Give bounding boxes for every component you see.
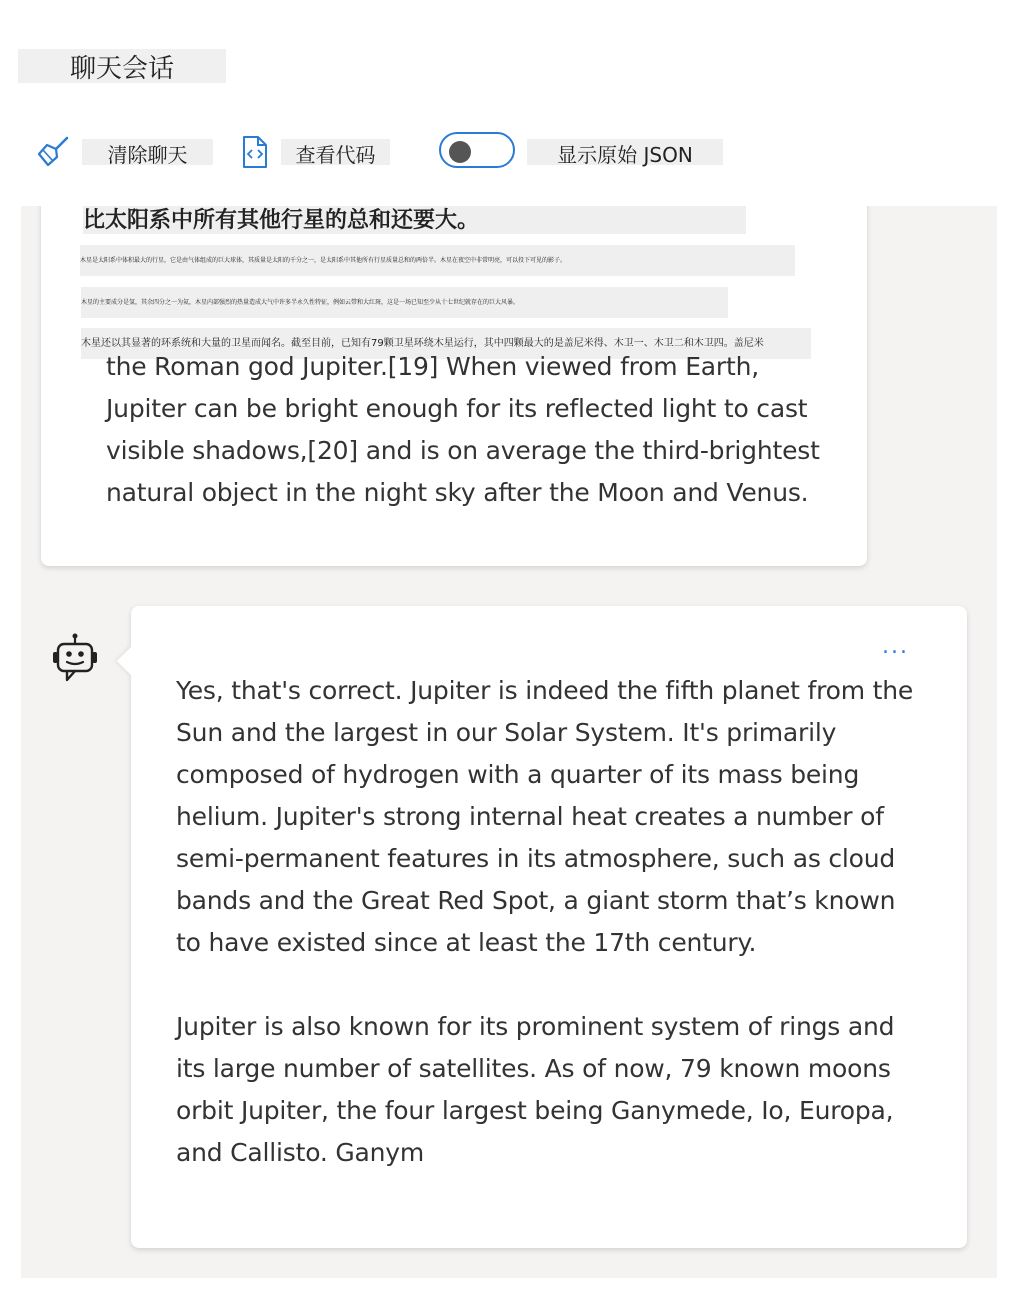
user-message-line: 木星还以其显著的环系统和大量的卫星而闻名。截至目前，已知有79颗卫星环绕木星运行，其中四颗最大的是盖尼米得、木卫一、木卫二和木卫四。盖尼米: [81, 328, 811, 359]
user-message-line: the Roman god Jupiter.[19] When viewed from Earth,: [106, 352, 759, 381]
show-json-label: 显示原始 JSON: [527, 139, 723, 165]
assistant-line: to have existed since at least the 17th century.: [176, 928, 757, 957]
page-title: 聊天会话: [18, 49, 226, 83]
assistant-line: and Callisto. Ganym: [176, 1138, 425, 1167]
user-message-line: Jupiter can be bright enough for its reflected light to cast: [106, 394, 808, 423]
user-message-line: visible shadows,[20] and is on average the third-brightest: [106, 436, 820, 465]
code-file-icon[interactable]: [240, 134, 270, 170]
user-message-line: 木星的主要成分是氢，其余四分之一为氦，木星内部强烈的热量造成大气中许多半永久性特征，例如云带和大红斑，这是一场已知至少从十七世纪就存在的巨大风暴。: [81, 287, 728, 318]
assistant-line: its large number of satellites. As of now, 79 known moons: [176, 1054, 891, 1083]
more-options-button[interactable]: ...: [882, 634, 909, 659]
user-message-heading: 比太阳系中所有其他行星的总和还要大。: [83, 206, 746, 234]
assistant-line: Jupiter is also known for its prominent system of rings and: [176, 1012, 895, 1041]
assistant-line: Yes, that's correct. Jupiter is indeed the fifth planet from the: [176, 676, 914, 705]
toolbar: [0, 128, 1014, 176]
assistant-message-text: [176, 670, 936, 1216]
broom-icon[interactable]: [35, 134, 71, 170]
view-code-button[interactable]: 查看代码: [281, 139, 390, 165]
assistant-line: semi-permanent features in its atmosphere, such as cloud: [176, 844, 896, 873]
clear-chat-button[interactable]: 清除聊天: [82, 139, 213, 165]
user-message-line: natural object in the night sky after the Moon and Venus.: [106, 478, 809, 507]
user-message-line: 木星是太阳系中体积最大的行星，它是由气体组成的巨大球体，其质量是太阳的千分之一，是太阳系中其他所有行星质量总和的两倍半。木星在夜空中非常明亮，可以投下可见的影子。: [80, 245, 795, 276]
assistant-paragraph: [176, 1006, 936, 1174]
assistant-line: Sun and the largest in our Solar System. It's primarily: [176, 718, 837, 747]
bubble-tail: [117, 647, 145, 675]
assistant-line: composed of hydrogen with a quarter of its mass being: [176, 760, 860, 789]
chat-history[interactable]: [21, 206, 997, 1278]
user-message-text: [106, 346, 846, 514]
user-message: [41, 206, 867, 566]
toggle-knob: [449, 141, 471, 163]
assistant-line: bands and the Great Red Spot, a giant storm that’s known: [176, 886, 896, 915]
assistant-line: helium. Jupiter's strong internal heat creates a number of: [176, 802, 884, 831]
assistant-message: [131, 606, 967, 1248]
assistant-paragraph: [176, 670, 936, 964]
show-json-toggle[interactable]: [439, 132, 515, 168]
bot-icon: [52, 632, 98, 684]
assistant-line: orbit Jupiter, the four largest being Ganymede, Io, Europa,: [176, 1096, 894, 1125]
